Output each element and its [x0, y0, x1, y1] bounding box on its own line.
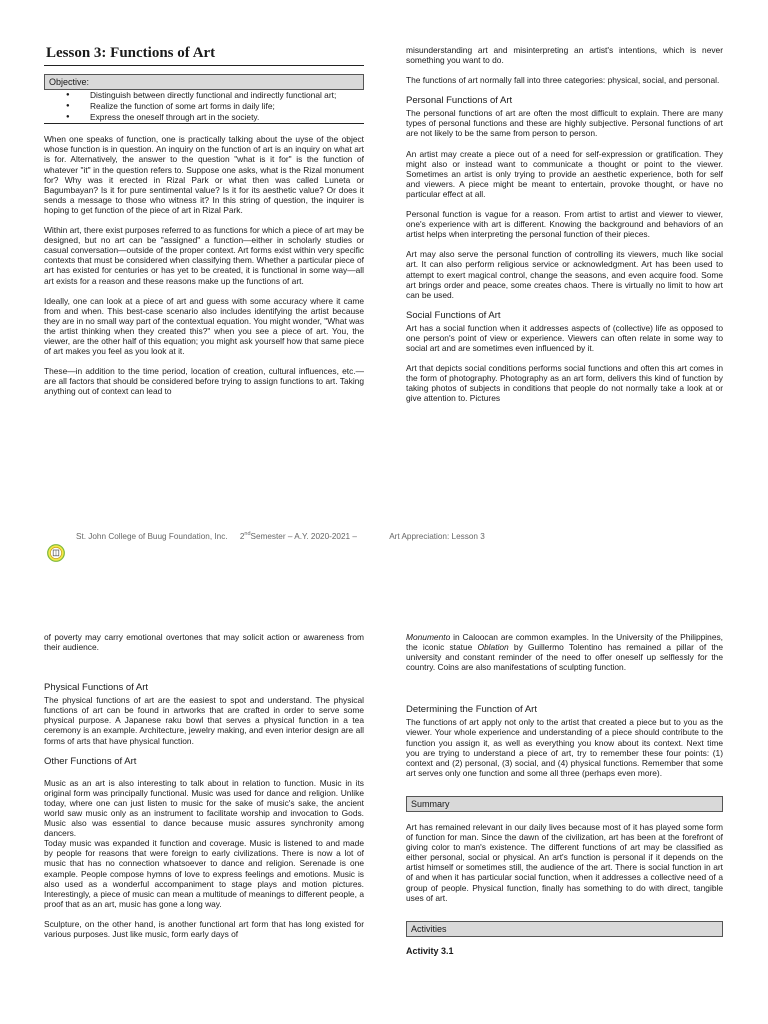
- objective-item: ● Express the oneself through art in the society.: [90, 112, 364, 122]
- objective-rule: [44, 123, 364, 124]
- personal-paragraph-1: The personal functions of art are often the most difficult to explain. There are many types of personal functions and these are highly subjective. Personal functions of art are not likely to be the same from person to person.: [406, 108, 723, 139]
- intro-paragraph-3: Ideally, one can look at a piece of art and guess with some accuracy where it came from and when. This best-case scenario also includes identifying the artist because they are in no small way part of the contextual equation. You might wonder, "What was the artist thinking when they created this?" when you see a piece of art. You, the viewer, are the other half of this equation; you might ask yourself how that same piece of art makes you feel as you look at it.: [44, 295, 365, 357]
- page1-left-column: [44, 44, 364, 396]
- monument-text-a: in Caloocan are common examples. In the University of the Philippines, the iconic statue: [406, 632, 723, 653]
- personal-paragraph-2: An artist may create a piece out of a need for self-expression or gratification. They might also or instead want to communicate a thought or point to the viewer. Sometimes an artist is only trying to provide an aesthetic experience, both for self and viewers. A piece might be meant to entertain, provoke thought, or have no particular effect at all.: [406, 148, 723, 199]
- activities-label: Activities: [406, 921, 723, 937]
- objective-item: ● Realize the function of some art forms in daily life;: [90, 101, 364, 111]
- physical-paragraph: The physical functions of art are the easiest to spot and understand. The physical functions of art can be found in artworks that are crafted in order to serve some physical purpose. A Japanese raku bowl that serves a physical function in a tea ceremony is an example. Architecture, jewelry making, and even interior design are all forms of arts that have physical function.: [44, 695, 364, 746]
- social-paragraph-1: Art has a social function when it addresses aspects of (collective) life as opposed to one person's point of view or experience. Viewers can often relate in some way to social art and are sometimes even influenced by it.: [406, 322, 723, 353]
- footer-semester-number: 2: [239, 531, 245, 541]
- monument-paragraph: [406, 632, 723, 672]
- footer-school: St. John College of Buug Foundation, Inc.: [76, 531, 228, 541]
- objective-item: ● Distinguish between directly functional and indirectly functional art;: [90, 90, 364, 100]
- page1-right-column: [406, 45, 723, 403]
- social-paragraph-2: Art that depicts social conditions performs social functions and often this art comes in the form of photography. Photography as an art form, delivers this kind of function by taking photos of subjects in conditions that people do not normally take a look at or give attention to. Pictures: [406, 363, 723, 404]
- poverty-paragraph: of poverty may carry emotional overtones that may solicit action or awareness from their audience.: [44, 632, 364, 653]
- page2-right-column: [406, 632, 723, 956]
- intro-paragraph-4: These—in addition to the time period, location of creation, cultural influences, etc.—are all factors that should be considered before trying to assign functions to art. Taking anything out of context can lead to: [44, 366, 364, 397]
- personal-paragraph-4: Art may also serve the personal function of controlling its viewers, much like social art. It can also perform religious service or acknowledgment. Art has been used to attempt to exert magical control, change the seasons, and even acquire food. Some art brings order and peace, some creates chaos. There is virtually no limit to how art can be used.: [406, 249, 723, 300]
- categories-paragraph: The functions of art normally fall into three categories: physical, social, and personal.: [406, 75, 720, 86]
- determining-paragraph: The functions of art apply not only to the artist that created a piece but to you as the viewer. Your whole experience and understanding of a piece should contribute to the function you assign it, as well as everything you know about its context. Next time you are trying to understand a piece of art, try to remember these four points: (1) context and (2) personal, (3) social, and (4) physical functions. Remember that some art serves only one function and some all three (perhaps even more).: [406, 717, 723, 778]
- sculpture-paragraph: Sculpture, on the other hand, is another functional art form that has long existed for various purposes. Just like music, form early days of: [44, 918, 364, 939]
- determining-heading: Determining the Function of Art: [406, 704, 537, 716]
- footer-semester-suffix: nd: [244, 531, 251, 537]
- footer-semester: [240, 531, 357, 541]
- monument-text-b: by Guillermo Tolentino has remained a pillar of the university and constant reminder of the need to offer oneself up selflessly for the country. Coins are also manifestations of sculpting function.: [406, 642, 723, 673]
- physical-functions-heading: Physical Functions of Art: [44, 682, 149, 694]
- summary-label: Summary: [406, 796, 723, 812]
- context-paragraph: misunderstanding art and misinterpreting an artist's intentions, which is never something you want to do.: [406, 45, 723, 66]
- objective-label: Objective:: [44, 74, 364, 90]
- social-functions-heading: Social Functions of Art: [406, 309, 501, 321]
- school-seal-icon: [47, 544, 65, 562]
- music-paragraph-2: Today music was expanded it function and coverage. Music is listened to and made by people for reasons that were foreign to early civilizations. There is now a lot of music that has no connection whatsoever to dance and religion. Serenade is one example. People compose hymns of love to express feelings and emotions. Music is also used as a wonderful accompaniment to stage plays and motion pictures. Interestingly, a piece of music can mean a multitude of meanings to different people, a proof that as an art, music has gone a long way.: [44, 838, 364, 909]
- footer-course: Art Appreciation: Lesson 3: [389, 531, 485, 541]
- objective-list: [44, 90, 364, 122]
- activity-title: Activity 3.1: [406, 945, 454, 956]
- intro-paragraph-1: When one speaks of function, one is practically talking about the uyse of the object whose function is in question. An inquiry on the function of art is an inquiry on what art is for. Alternatively, the answer to the question "what is it for" is the function of whatever "it" in the question refers to. Suppose one asks, what is the Rizal monument for? Why was it erected in Rizal Park or what then was called Luneta or Bagumbayan? Is it for pure sentimental value? Is it for its aesthetic value? Or does it sends a message to those who witness it? In this string of question, the inquirer is hoping to get function of the piece of art in Rizal Park.: [44, 134, 364, 215]
- page-footer: [76, 531, 485, 541]
- music-paragraph-1: Music as an art is also interesting to talk about in relation to function. Music in its original form was principally functional. Music was used for dance and religion. Unlike today, where one can just listen to music for the sake of music's sake, the ancient world saw music only as an instrument to facilitate worship and invocation to Gods. Music also was essential to dance because music assures synchronity among dancers.: [44, 777, 364, 839]
- summary-paragraph: Art has remained relevant in our daily lives because most of it has played some form of function for man. Since the dawn of the civilization, art has been at the forefront of giving color to man's existence. The different functions of art may be classified as either personal, social or physical. An art's function is personal if it depends on the artist himself or sometimes still, the audience of the art. There is social function in art of and when it has particular social function, when it addresses a collective need of a group of people. Physical function, finally has something to do with direct, tangible uses of art.: [406, 821, 723, 903]
- page2-left-column: [44, 632, 364, 939]
- oblation-text: Oblation: [477, 642, 509, 653]
- intro-paragraph-2: Within art, there exist purposes referred to as functions for which a piece of art may be designed, but no art can be "assigned" a function—either in scholarly studies or casual conversation—outside of the proper context. Art forms exist within very specific contexts that must be considered when classifying them. Whether a particular piece of art has existed for centuries or has yet to be created, it is functional in some way—all art exists for a reason and these reasons make up the functions of art.: [44, 225, 364, 286]
- other-functions-heading: Other Functions of Art: [44, 755, 137, 767]
- personal-paragraph-3: Personal function is vague for a reason. From artist to artist and viewer to viewer, one's experience with art is different. Knowing the background and behaviors of an artist helps when interpreting the personal function of their pieces.: [406, 209, 723, 240]
- page-2: [0, 570, 768, 1024]
- page-title: Lesson 3: Functions of Art: [46, 45, 216, 61]
- monumento-text: Monumento: [406, 632, 451, 642]
- title-rule: [44, 65, 364, 66]
- personal-functions-heading: Personal Functions of Art: [406, 95, 513, 107]
- footer-semester-text: Semester – A.Y. 2020-2021 –: [250, 531, 357, 541]
